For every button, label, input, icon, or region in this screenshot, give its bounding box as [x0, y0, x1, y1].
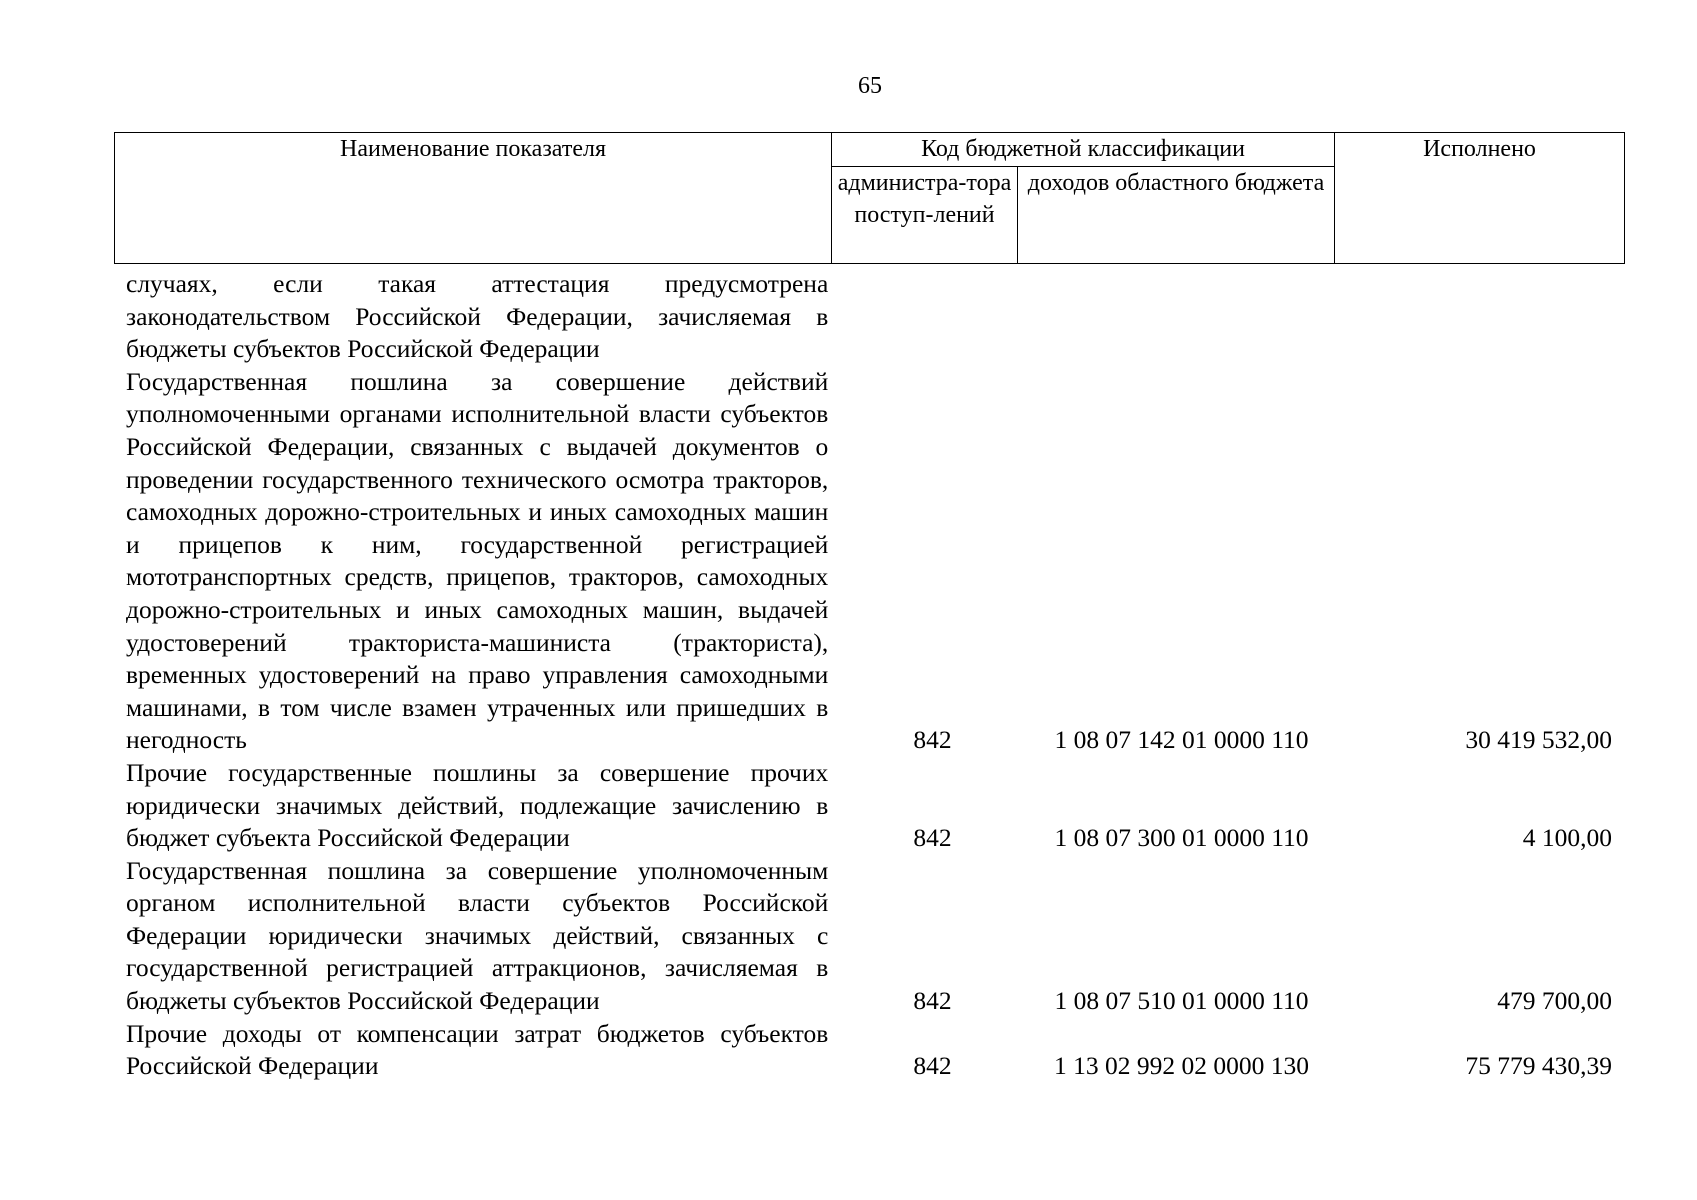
table-header — [114, 132, 1625, 264]
table-row — [114, 366, 1624, 757]
row-code: 1 08 07 510 01 0000 110 — [1054, 986, 1309, 1016]
row-admin: 842 — [913, 986, 952, 1016]
column-header-executed: Исполнено — [1335, 133, 1625, 264]
row-amount: 30 419 532,00 — [1465, 725, 1612, 755]
column-header-administrator: администра-тора поступ-лений — [832, 167, 1018, 264]
row-name: Государственная пошлина за совершение действий уполномоченными органами исполнительной власти субъектов Российской Федерации, связанных с выдачей документов о проведении государственного технического осмотра тракторов, самоходных дорожно-строительных и иных самоходных машин и прицепов к ним, государственной регистрацией мототранспортных средств, прицепов, тракторов, самоходных дорожно-строительных и иных самоходных машин, выдачей удостоверений тракториста-машиниста (тракториста), временных удостоверений на право управления самоходными машинами, в том числе взамен утраченных или пришедших в негодность — [126, 366, 829, 755]
row-code: 1 13 02 992 02 0000 130 — [1054, 1051, 1309, 1081]
row-admin: 842 — [913, 725, 952, 755]
row-amount: 4 100,00 — [1522, 823, 1612, 853]
row-code: 1 08 07 142 01 0000 110 — [1054, 725, 1309, 755]
column-header-income-code: доходов областного бюджета — [1018, 167, 1335, 264]
row-name: Прочие доходы от компенсации затрат бюджетов субъектов Российской Федерации — [126, 1018, 829, 1081]
page-number: 65 — [858, 73, 882, 99]
row-name: Государственная пошлина за совершение уполномоченным органом исполнительной власти субъектов Российской Федерации юридически значимых действий, связанных с государственной регистрацией аттракционов, зачисляемая в бюджеты субъектов Российской Федерации — [126, 855, 829, 1016]
row-code: 1 08 07 300 01 0000 110 — [1054, 823, 1309, 853]
table-row — [114, 757, 1624, 855]
table-row — [114, 855, 1624, 1018]
row-amount: 479 700,00 — [1497, 986, 1612, 1016]
row-name: случаях, если такая аттестация предусмотрена законодательством Российской Федерации, зачисляемая в бюджеты субъектов Российской Федерации — [126, 269, 829, 364]
table-body — [114, 268, 1624, 1083]
table-row — [114, 268, 1624, 366]
column-header-name: Наименование показателя — [115, 133, 832, 264]
row-amount: 75 779 430,39 — [1465, 1051, 1612, 1081]
column-header-code-group: Код бюджетной классификации — [832, 133, 1335, 167]
row-admin: 842 — [913, 1051, 952, 1081]
row-name: Прочие государственные пошлины за совершение прочих юридически значимых действий, подлежащие зачислению в бюджет субъекта Российской Федерации — [126, 757, 829, 853]
table-row — [114, 1018, 1624, 1083]
row-admin: 842 — [913, 823, 952, 853]
